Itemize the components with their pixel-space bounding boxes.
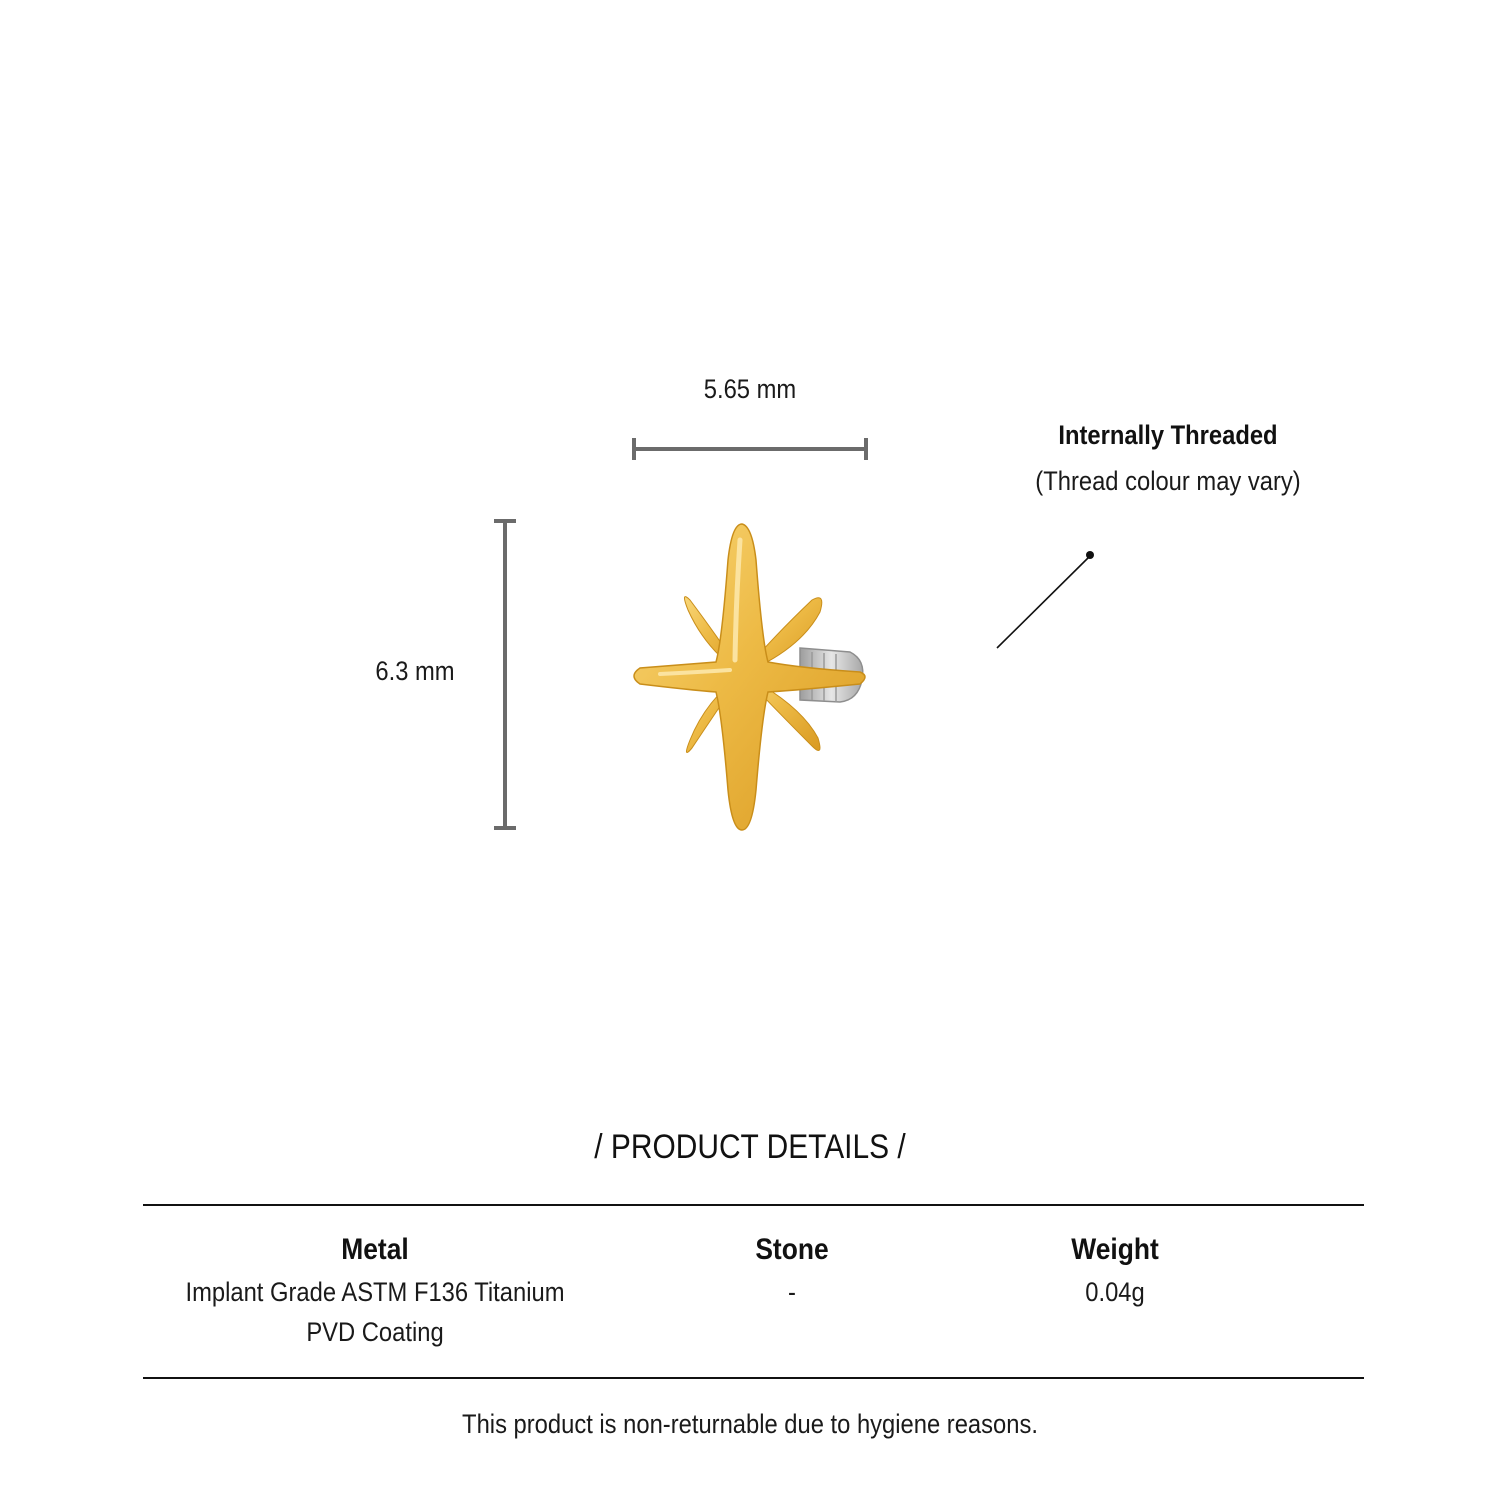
thread-pointer bbox=[997, 551, 1094, 648]
detail-value-stone: - bbox=[788, 1277, 796, 1307]
star-charm bbox=[634, 524, 865, 830]
detail-column-stone bbox=[692, 1228, 892, 1312]
detail-column-metal bbox=[125, 1228, 625, 1352]
height-dimension-bar bbox=[494, 521, 516, 828]
detail-value-weight: 0.04g bbox=[1085, 1277, 1145, 1307]
detail-value-metal-line-1: Implant Grade ASTM F136 Titanium bbox=[185, 1277, 565, 1307]
table-top-divider bbox=[143, 1204, 1364, 1206]
footer-note: This product is non-returnable due to hygiene reasons. bbox=[462, 1409, 1038, 1439]
thread-note: (Thread colour may vary) bbox=[1035, 466, 1301, 496]
detail-header-weight: Weight bbox=[1071, 1233, 1159, 1266]
detail-value-metal-line-2: PVD Coating bbox=[306, 1317, 444, 1347]
table-bottom-divider bbox=[143, 1377, 1364, 1379]
detail-header-metal: Metal bbox=[341, 1233, 409, 1266]
height-dimension-label: 6.3 mm bbox=[375, 656, 455, 686]
detail-column-weight bbox=[1015, 1228, 1215, 1312]
width-dimension-bar bbox=[634, 438, 866, 460]
thread-title: Internally Threaded bbox=[1058, 420, 1278, 450]
section-title: / PRODUCT DETAILS / bbox=[594, 1128, 906, 1166]
width-dimension-label: 5.65 mm bbox=[703, 374, 797, 404]
detail-header-stone: Stone bbox=[755, 1233, 829, 1266]
